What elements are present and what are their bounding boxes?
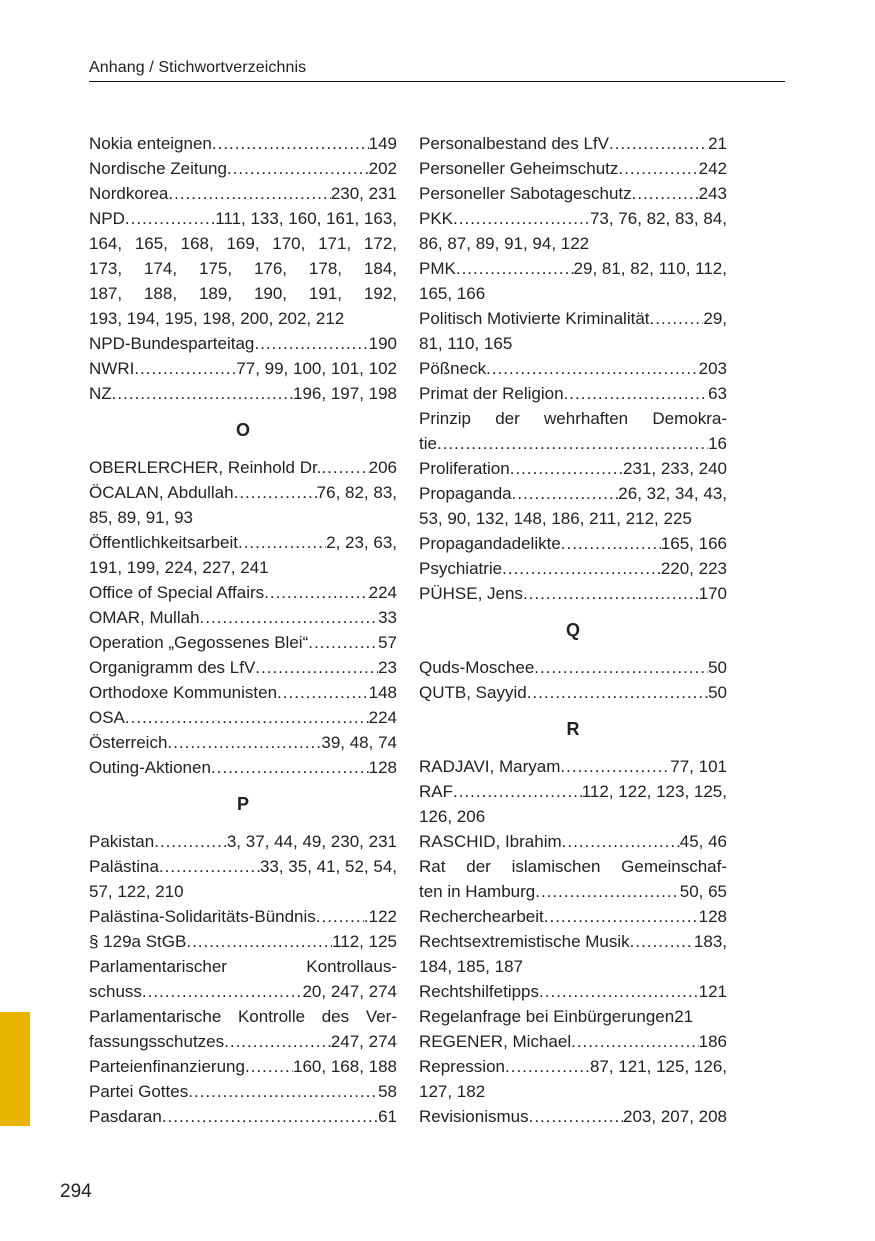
dot-leader [188, 1079, 378, 1104]
dot-leader [618, 156, 698, 181]
entry-term: OBERLERCHER, Reinhold Dr. [89, 458, 322, 477]
index-entry [419, 556, 727, 581]
index-entry [89, 1104, 397, 1129]
entry-page-refs: 149 [368, 134, 397, 153]
section-letter-r: R [566, 719, 580, 739]
entry-term: Organigramm des LfV [89, 658, 256, 677]
index-entry [419, 481, 727, 531]
entry-page-refs: 247, 274 [330, 1032, 397, 1051]
entry-term: Psychiatrie [419, 559, 503, 578]
entry-term: Nordische Zeitung [89, 159, 227, 178]
dot-leader [227, 156, 369, 181]
section-letter-o: O [235, 420, 250, 440]
entry-page-refs-continued: 164, 165, 168, 169, 170, 171, 172, [89, 234, 397, 253]
index-entry [89, 655, 397, 680]
index-entry [419, 979, 727, 1004]
entry-term: Pakistan [89, 832, 155, 851]
entry-page-refs: 206 [368, 458, 397, 477]
dot-leader [539, 979, 699, 1004]
dot-leader [168, 181, 330, 206]
index-entry [419, 779, 727, 829]
entry-term: Proliferation [419, 459, 510, 478]
entry-page-refs: 77, 101 [670, 757, 727, 776]
index-entry [89, 480, 397, 530]
dot-leader [134, 356, 236, 381]
index-entry [89, 356, 397, 381]
entry-term-wrapped-line: Parlamentarischer Kontrollaus- [89, 957, 397, 976]
entry-term: Outing-Aktionen [89, 758, 211, 777]
entry-term: Personalbestand des LfV [419, 134, 609, 153]
dot-leader [200, 605, 379, 630]
entry-page-refs: 186 [698, 1032, 727, 1051]
entry-page-refs: 63 [708, 384, 727, 403]
index-entry [419, 655, 727, 680]
dot-leader [650, 306, 704, 331]
entry-term: NWRI [89, 359, 135, 378]
entry-term: Office of Special Affairs [89, 583, 265, 602]
page-number: 294 [60, 1181, 92, 1202]
index-entry [419, 1104, 727, 1129]
entry-group-o [89, 455, 397, 780]
entry-page-refs: 20, 247, 274 [302, 982, 397, 1001]
entry-term: Pasdaran [89, 1107, 162, 1126]
dot-leader [125, 206, 215, 231]
entry-page-refs-continued: 86, 87, 89, 91, 94, 122 [419, 234, 590, 253]
index-entry [89, 954, 397, 1004]
index-entry [89, 331, 397, 356]
entry-term: Rechtshilfetipps [419, 982, 540, 1001]
dot-leader [505, 1054, 590, 1079]
entry-term: Palästina [89, 857, 159, 876]
index-entry [89, 680, 397, 705]
entry-term: Rechtsextremistische Musik [419, 932, 630, 951]
section-letter-q: Q [565, 620, 580, 640]
dot-leader [437, 431, 708, 456]
entry-page-refs: 21 [674, 1007, 694, 1026]
entry-page-refs: 190 [368, 334, 397, 353]
entry-term: Palästina-Solidaritäts-Bündnis [89, 907, 316, 926]
entry-term: OSA [89, 708, 125, 727]
dot-leader [510, 456, 623, 481]
dot-leader [125, 705, 369, 730]
entry-page-refs: 112, 122, 123, 125, [581, 782, 727, 801]
entry-term: Recherchearbeit [419, 907, 544, 926]
entry-page-refs: 243 [698, 184, 727, 203]
entry-page-refs: 160, 168, 188 [293, 1057, 397, 1076]
entry-page-refs: 111, 133, 160, 161, 163, [215, 209, 397, 228]
entry-term: Regelanfrage bei Einbürgerungen [419, 1007, 675, 1026]
dot-leader [321, 455, 368, 480]
entry-term: Operation „Gegossenes Blei“ [89, 633, 309, 652]
entry-term: ÖCALAN, Abdullah [89, 483, 234, 502]
index-entry [419, 680, 727, 705]
entry-term: PÜHSE, Jens [419, 584, 523, 603]
entry-page-refs: 23 [378, 658, 397, 677]
entry-page-refs: 112, 125 [332, 932, 397, 951]
index-entry [89, 630, 397, 655]
index-entry [419, 456, 727, 481]
dot-leader [571, 1029, 699, 1054]
running-header [89, 58, 785, 78]
entry-page-refs-continued: 191, 199, 224, 227, 241 [89, 558, 269, 577]
dot-leader [212, 131, 369, 156]
index-entry [419, 904, 727, 929]
dot-leader [453, 779, 582, 804]
index-entry [89, 580, 397, 605]
index-entry [419, 1029, 727, 1054]
entry-term: NPD [89, 209, 125, 228]
dot-leader [544, 904, 699, 929]
index-entry [419, 356, 727, 381]
entry-page-refs: 61 [378, 1107, 397, 1126]
dot-leader [238, 530, 326, 555]
dot-leader [142, 979, 303, 1004]
entry-term: Primat der Religion [419, 384, 564, 403]
entry-page-refs: 87, 121, 125, 126, [589, 1057, 727, 1076]
index-entry [89, 530, 397, 580]
index-entry [419, 181, 727, 206]
entry-term: Parteienfinanzierung [89, 1057, 245, 1076]
index-entry [89, 904, 397, 929]
dot-leader [245, 1054, 293, 1079]
dot-leader [561, 531, 661, 556]
entry-page-refs-continued: 85, 89, 91, 93 [89, 508, 193, 527]
entry-page-refs: 45, 46 [679, 832, 727, 851]
dot-leader [186, 929, 332, 954]
entry-term: Personeller Geheimschutz [419, 159, 619, 178]
entry-page-refs: 76, 82, 83, [316, 483, 397, 502]
entry-term: Politisch Motivierte Kriminalität [419, 309, 650, 328]
index-column-right [419, 131, 727, 1129]
entry-page-refs: 242 [698, 159, 727, 178]
dot-leader [523, 581, 699, 606]
entry-term: § 129a StGB [89, 932, 187, 951]
dot-leader [159, 854, 260, 879]
entry-term: NZ [89, 384, 112, 403]
entry-term: RAF [419, 782, 453, 801]
dot-leader [255, 655, 378, 680]
entry-term: PMK [419, 259, 456, 278]
header-rule [89, 81, 785, 82]
dot-leader [527, 680, 708, 705]
index-entry [419, 581, 727, 606]
entry-term: Pößneck [419, 359, 487, 378]
index-entry [89, 156, 397, 181]
index-entry [89, 705, 397, 730]
index-entry [419, 206, 727, 256]
dot-leader [308, 630, 378, 655]
index-entry [419, 1054, 727, 1104]
dot-leader [632, 181, 699, 206]
entry-page-refs: 148 [368, 683, 397, 702]
dot-leader [502, 556, 661, 581]
entry-page-refs: 73, 76, 82, 83, 84, [589, 209, 727, 228]
dot-leader [154, 829, 227, 854]
entry-term: NPD-Bundesparteitag [89, 334, 255, 353]
entry-page-refs: 220, 223 [660, 559, 727, 578]
entry-group-p-continued [419, 131, 727, 606]
dot-leader [609, 131, 708, 156]
index-entry [89, 605, 397, 630]
entry-page-refs: 128 [698, 907, 727, 926]
entry-page-refs: 21 [708, 134, 727, 153]
entry-page-refs: 50 [708, 683, 727, 702]
entry-term: Nordkorea [89, 184, 169, 203]
index-entry [89, 455, 397, 480]
index-entry [89, 381, 397, 406]
entry-group-q [419, 655, 727, 705]
entry-page-refs: 77, 99, 100, 101, 102 [236, 359, 397, 378]
dot-leader [456, 256, 574, 281]
entry-page-refs: 196, 197, 198 [293, 384, 397, 403]
index-entry [419, 256, 727, 306]
index-entry [89, 755, 397, 780]
entry-page-refs: 128 [368, 758, 397, 777]
entry-page-refs-continued: 173, 174, 175, 176, 178, 184, [89, 259, 397, 278]
index-entry [89, 181, 397, 206]
section-letter-p: P [236, 794, 249, 814]
entry-term: fassungsschutzes [89, 1032, 225, 1051]
entry-page-refs-continued: 193, 194, 195, 198, 200, 202, 212 [89, 309, 345, 328]
index-entry [89, 131, 397, 156]
entry-page-refs: 33 [378, 608, 397, 627]
index-entry [419, 1004, 727, 1029]
dot-leader [112, 381, 293, 406]
entry-page-refs-continued: 127, 182 [419, 1082, 486, 1101]
entry-page-refs: 3, 37, 44, 49, 230, 231 [226, 832, 397, 851]
entry-page-refs: 203, 207, 208 [623, 1107, 727, 1126]
entry-term: REGENER, Michael [419, 1032, 572, 1051]
entry-term: RADJAVI, Maryam [419, 757, 561, 776]
entry-term: Österreich [89, 733, 168, 752]
index-entry [89, 206, 397, 331]
entry-page-refs-continued: 81, 110, 165 [419, 334, 513, 353]
header-title: Anhang / Stichwortverzeichnis [89, 59, 307, 76]
index-entry [419, 156, 727, 181]
entry-page-refs: 121 [698, 982, 727, 1001]
index-entry [89, 1079, 397, 1104]
entry-term: Quds-Moschee [419, 658, 535, 677]
entry-page-refs: 231, 233, 240 [623, 459, 727, 478]
index-entry [419, 854, 727, 904]
entry-term: RASCHID, Ibrahim [419, 832, 562, 851]
entry-page-refs: 57 [378, 633, 397, 652]
dot-leader [535, 879, 680, 904]
entry-group-n [89, 131, 397, 406]
index-entry [89, 730, 397, 755]
entry-page-refs: 202 [368, 159, 397, 178]
dot-leader [534, 655, 708, 680]
entry-page-refs-continued: 187, 188, 189, 190, 191, 192, [89, 284, 397, 303]
entry-page-refs: 50 [708, 658, 727, 677]
entry-group-p [89, 829, 397, 1129]
entry-term: ten in Hamburg [419, 882, 536, 901]
entry-term: QUTB, Sayyid [419, 683, 527, 702]
index-entry [419, 531, 727, 556]
dot-leader [162, 1104, 378, 1129]
index-entry [89, 854, 397, 904]
dot-leader [264, 580, 368, 605]
entry-page-refs-continued: 53, 90, 132, 148, 186, 211, 212, 225 [419, 509, 692, 528]
entry-term-wrapped-line: Rat der islamischen Gemeinschaf- [419, 857, 727, 876]
entry-page-refs: 2, 23, 63, [326, 533, 397, 552]
entry-page-refs: 183, [693, 932, 727, 951]
entry-page-refs: 58 [378, 1082, 397, 1101]
dot-leader [453, 206, 590, 231]
entry-term: Revisionismus [419, 1107, 529, 1126]
entry-term: Nokia enteignen [89, 134, 212, 153]
entry-page-refs: 165, 166 [660, 534, 727, 553]
entry-term-wrapped-line: Parlamentarische Kontrolle des Ver- [89, 1007, 397, 1026]
entry-page-refs: 39, 48, 74 [321, 733, 397, 752]
index-entry [419, 306, 727, 356]
entry-term: Öffentlichkeitsarbeit [89, 533, 238, 552]
index-entry [419, 829, 727, 854]
entry-page-refs: 33, 35, 41, 52, 54, [259, 857, 397, 876]
dot-leader [224, 1029, 331, 1054]
dot-leader [486, 356, 699, 381]
entry-page-refs: 203 [698, 359, 727, 378]
index-entry [419, 754, 727, 779]
entry-term: Propaganda [419, 484, 512, 503]
index-entry [419, 406, 727, 456]
entry-term: PKK [419, 209, 454, 228]
entry-page-refs: 16 [708, 434, 727, 453]
entry-page-refs: 50, 65 [679, 882, 727, 901]
index-entry [419, 131, 727, 156]
dot-leader [562, 829, 680, 854]
dot-leader [529, 1104, 623, 1129]
dot-leader [316, 904, 364, 929]
entry-page-refs: 230, 231 [330, 184, 397, 203]
entry-page-refs-continued: 184, 185, 187 [419, 957, 523, 976]
entry-page-refs: .122 [363, 907, 397, 926]
entry-term: Propagandadelikte [419, 534, 561, 553]
index-entry [89, 829, 397, 854]
index-entry [419, 929, 727, 979]
entry-term: schuss [89, 982, 142, 1001]
entry-page-refs: 29, [703, 309, 727, 328]
dot-leader [564, 381, 709, 406]
dot-leader [512, 481, 619, 506]
entry-term: Partei Gottes [89, 1082, 189, 1101]
chapter-thumb-tab [0, 1012, 30, 1126]
dot-leader [167, 730, 321, 755]
dot-leader [560, 754, 670, 779]
entry-page-refs: 224 [368, 583, 397, 602]
entry-term: tie [419, 434, 437, 453]
index-entry [419, 381, 727, 406]
entry-page-refs-continued: 57, 122, 210 [89, 882, 184, 901]
entry-page-refs: 29, 81, 82, 110, 112, [573, 259, 727, 278]
entry-page-refs: 26, 32, 34, 43, [618, 484, 727, 503]
entry-page-refs: 170 [698, 584, 727, 603]
entry-page-refs: 224 [368, 708, 397, 727]
entry-page-refs-continued: 126, 206 [419, 807, 486, 826]
entry-term: Orthodoxe Kommunisten [89, 683, 278, 702]
entry-term: Repression [419, 1057, 505, 1076]
dot-leader [630, 929, 694, 954]
entry-group-r [419, 754, 727, 1129]
index-entry [89, 1004, 397, 1054]
index-column-left [89, 131, 397, 1129]
dot-leader [254, 331, 368, 356]
entry-term: OMAR, Mullah [89, 608, 200, 627]
dot-leader [277, 680, 369, 705]
dot-leader [234, 480, 317, 505]
index-entry [89, 929, 397, 954]
dot-leader [211, 755, 369, 780]
entry-term-wrapped-line: Prinzip der wehrhaften Demokra- [419, 409, 727, 428]
index-entry [89, 1054, 397, 1079]
entry-page-refs-continued: 165, 166 [419, 284, 486, 303]
entry-term: Personeller Sabotageschutz [419, 184, 632, 203]
